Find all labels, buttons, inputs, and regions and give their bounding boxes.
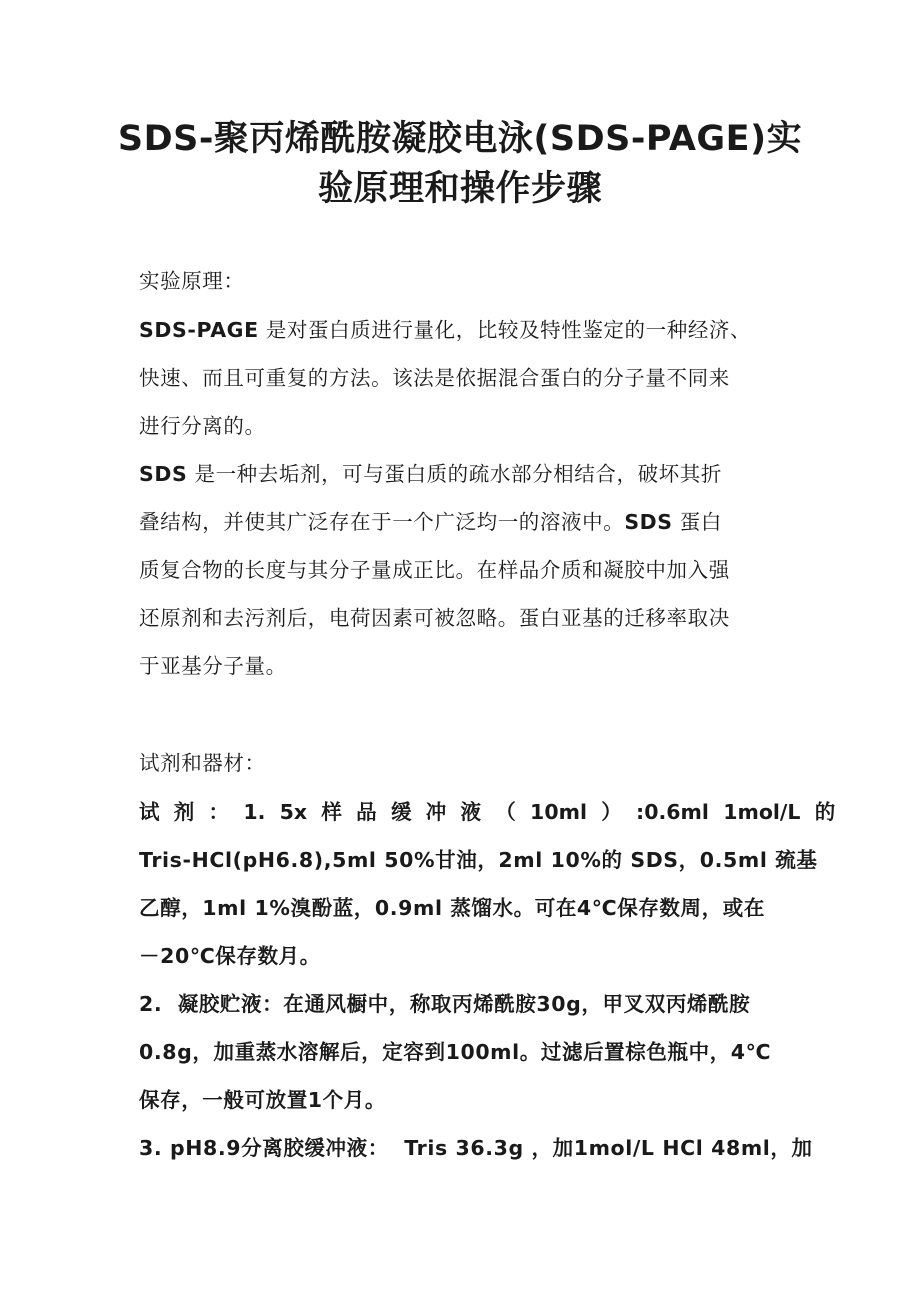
bold-term: SDS <box>624 510 673 534</box>
paragraph-text: 蛋白 <box>672 510 722 534</box>
reagent-line: 乙醇，1ml 1%溴酚蓝，0.9ml 蒸馏水。可在4℃保存数周，或在 <box>139 896 765 920</box>
document-title-line-2: 验原理和操作步骤 <box>317 169 602 209</box>
reagent-line: 保存，一般可放置1个月。 <box>139 1088 386 1112</box>
bold-term: SDS-PAGE <box>139 318 259 342</box>
paragraph-text: 是一种去垢剂，可与蛋白质的疏水部分相结合，破坏其折 <box>187 462 722 486</box>
bold-term: SDS <box>139 462 188 486</box>
paragraph-line: 快速、而且可重复的方法。该法是依据混合蛋白的分子量不同来 <box>139 366 730 390</box>
section-heading-reagents: 试剂和器材： <box>139 751 266 775</box>
reagent-line: Tris-HCl(pH6.8),5ml 50%甘油，2ml 10%的 SDS，0.5ml 巯基 <box>139 848 818 872</box>
paragraph-line: 于亚基分子量。 <box>139 654 287 678</box>
paragraph-line: 还原剂和去污剂后，电荷因素可被忽略。蛋白亚基的迁移率取决 <box>139 606 730 630</box>
reagent-line: 试 剂 ： 1. 5x 样 品 缓 冲 液 （ 10ml ） :0.6ml 1mol/L 的 <box>139 800 836 824</box>
document-title-line-1: SDS-聚丙烯酰胺凝胶电泳(SDS-PAGE)实 <box>117 119 803 159</box>
paragraph-text: 叠结构，并使其广泛存在于一个广泛均一的溶液中。 <box>139 510 625 534</box>
paragraph-line: 质复合物的长度与其分子量成正比。在样品介质和凝胶中加入强 <box>139 558 730 582</box>
reagent-line: －20℃保存数月。 <box>139 944 321 968</box>
reagent-line: 0.8g，加重蒸水溶解后，定容到100ml。过滤后置棕色瓶中，4℃ <box>139 1040 772 1064</box>
paragraph-line <box>139 315 751 345</box>
paragraph-text: 是对蛋白质进行量化，比较及特性鉴定的一种经济、 <box>258 318 752 342</box>
reagent-line: 2. 凝胶贮液：在通风橱中，称取丙烯酰胺30g，甲叉双丙烯酰胺 <box>139 992 751 1016</box>
section-heading-principle: 实验原理： <box>139 269 245 293</box>
paragraph-line <box>139 459 722 489</box>
paragraph-line <box>139 507 722 537</box>
reagent-line: 3. pH8.9分离胶缓冲液： Tris 36.3g ，加1mol/L HCl 48ml，加 <box>139 1136 813 1160</box>
paragraph-line: 进行分离的。 <box>139 414 266 438</box>
